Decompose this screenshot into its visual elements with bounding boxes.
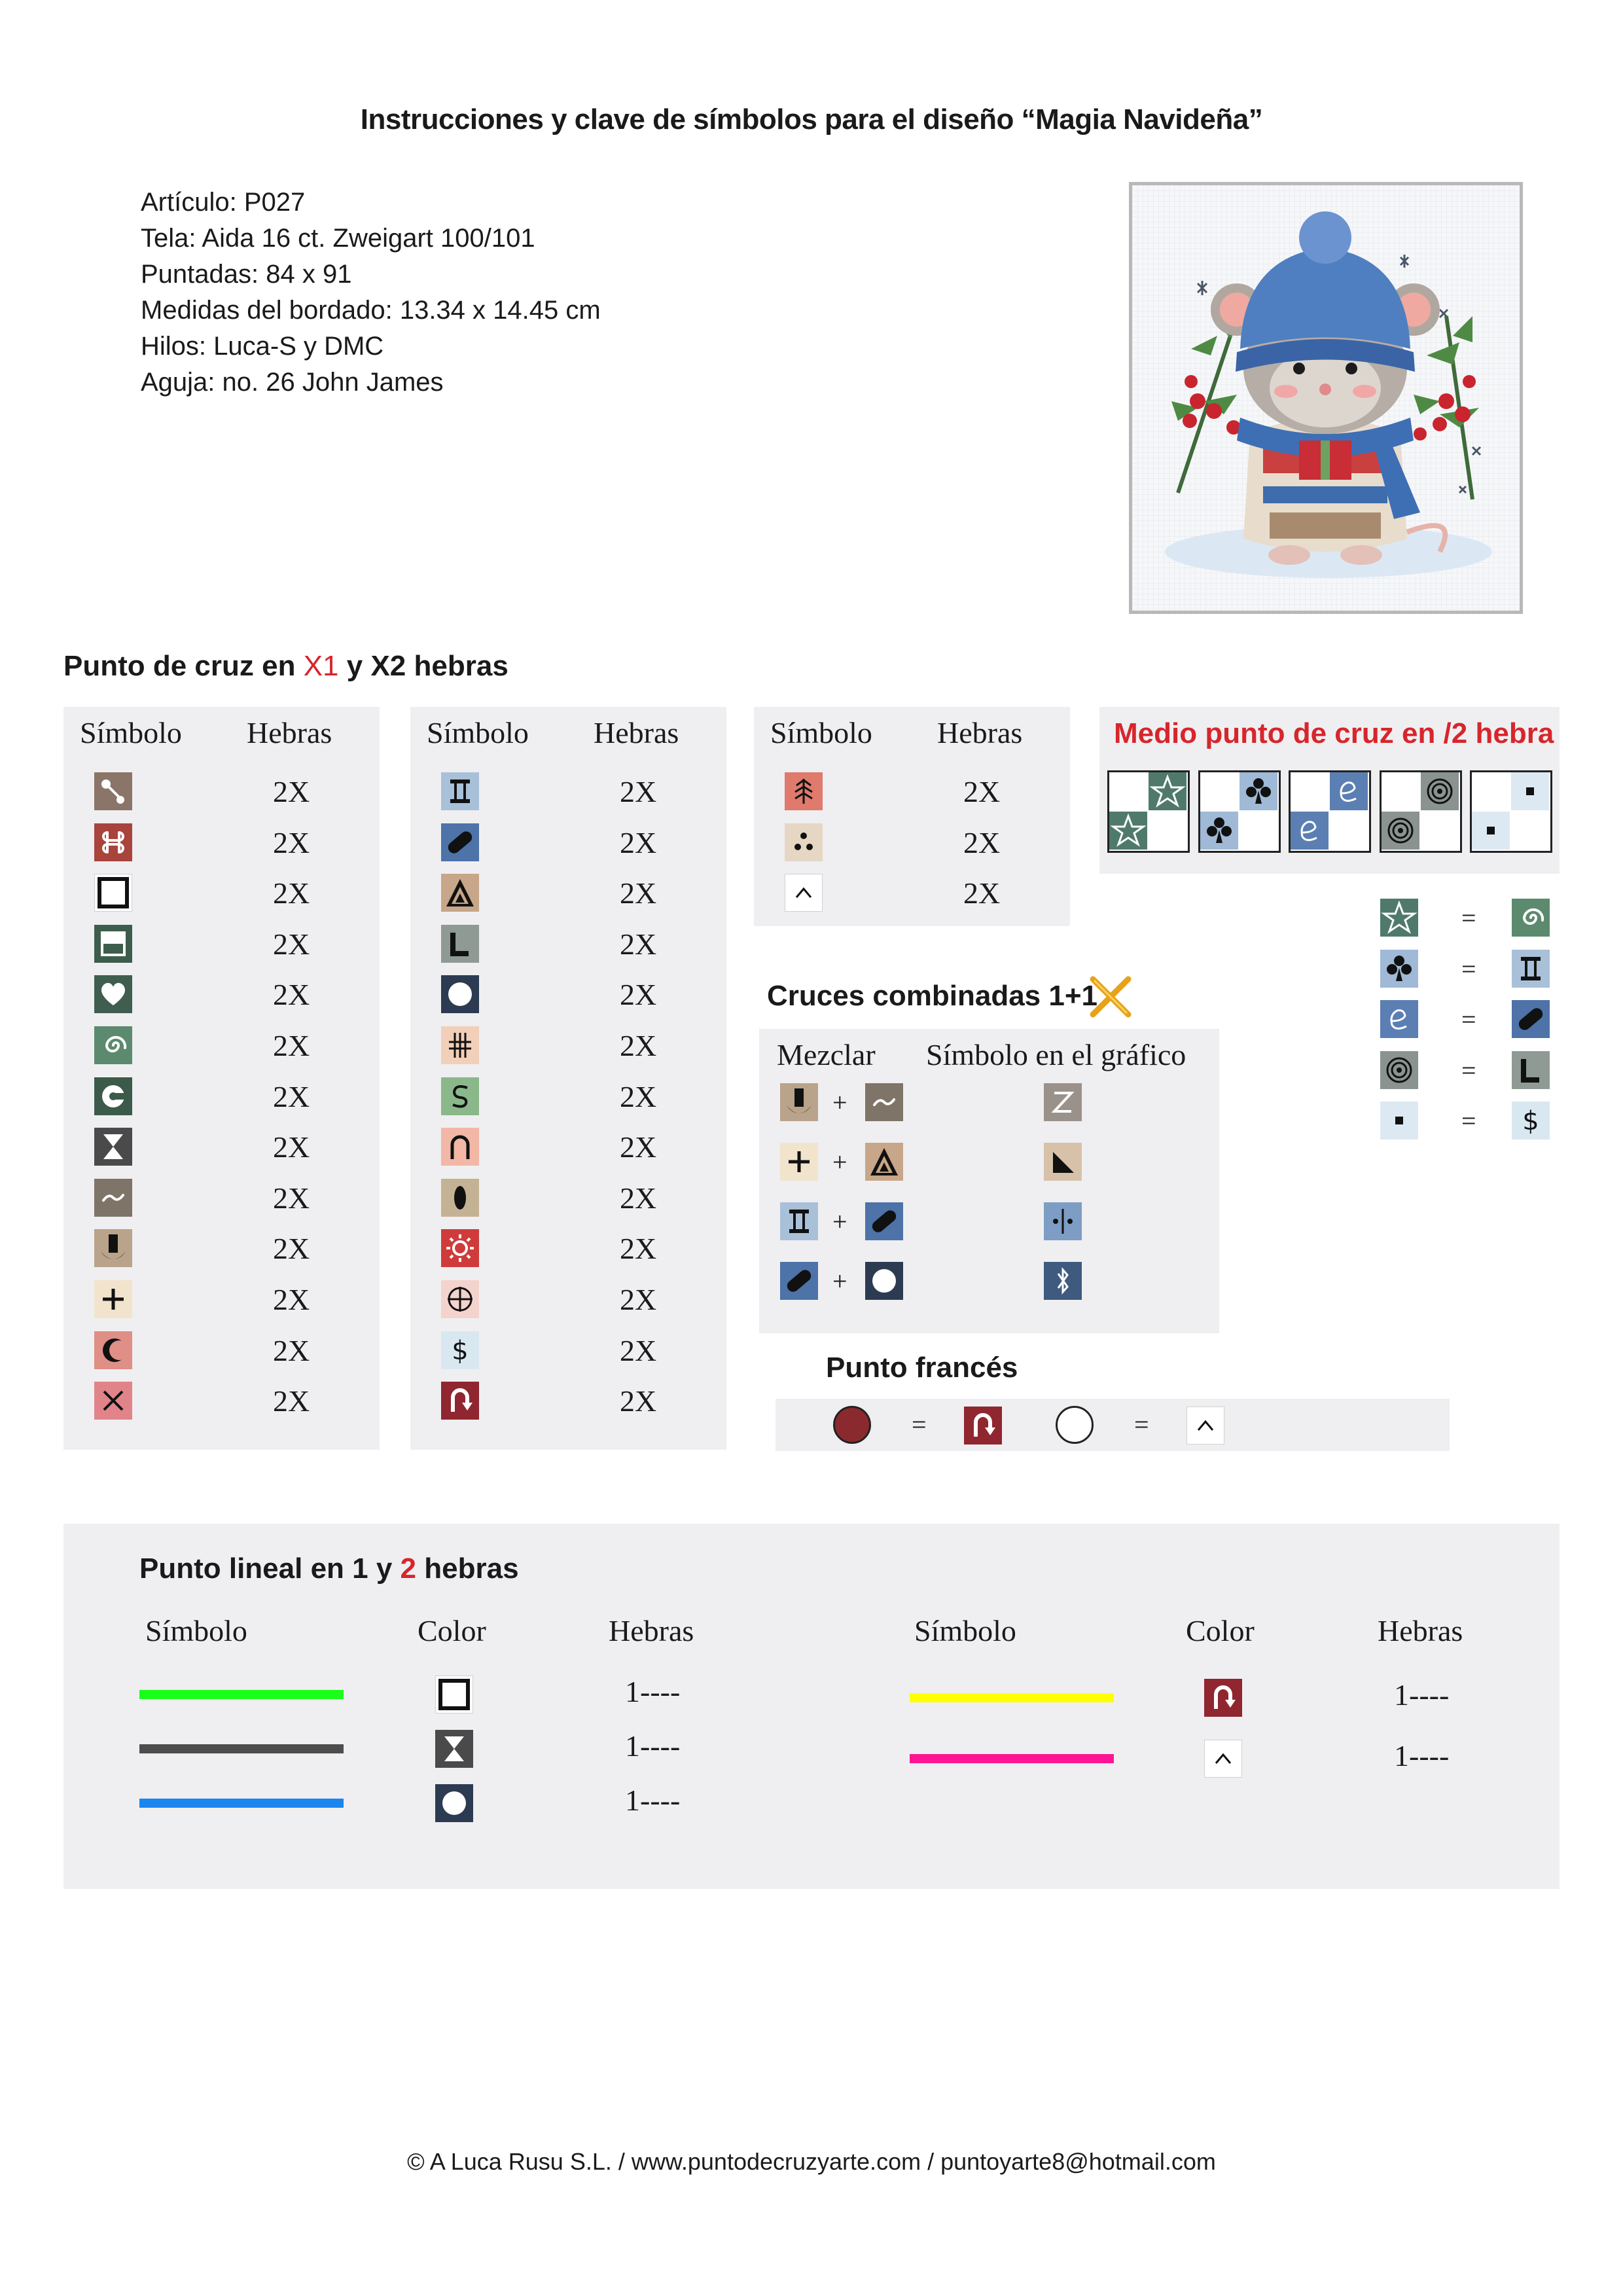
small-square-icon [1511,772,1549,810]
club-icon [1380,950,1418,988]
equals-sign: = [1461,1005,1476,1034]
strand-count: 2X [273,1333,310,1367]
cross-title-text: Punto de cruz en [63,650,304,682]
strand-count: 2X [273,1232,310,1266]
e-script-icon [1330,772,1368,810]
crescent-icon [94,1331,132,1369]
backstitch-title-2: 2 [400,1552,417,1585]
corner-l-icon [441,925,479,963]
strand-count: 2X [963,876,1001,910]
z-letter-icon [1044,1083,1082,1121]
bs-left-header-strands: Hebras [609,1614,694,1647]
knot-hook-icon [94,772,132,810]
circle-icon [865,1262,903,1300]
concentric-circle-icon [1380,1051,1418,1089]
strand-count: 2X [273,927,310,961]
three-dots-icon [785,823,823,861]
backstitch-title [139,1552,519,1585]
strand-count: 2X [620,825,657,859]
info-fabric: Tela: Aida 16 ct. Zweigart 100/101 [141,224,535,253]
c-hook-icon [94,1077,132,1115]
french-knot-swatch [1056,1406,1094,1444]
dollar-icon [441,1331,479,1369]
bs-right-header-strands: Hebras [1378,1614,1463,1647]
hollow-square-icon [94,874,132,912]
table-1-header-strands: Hebras [247,716,332,749]
hollow-square-icon [435,1676,473,1713]
table-3-header-symbol: Símbolo [770,716,872,749]
arch-icon [441,1128,479,1166]
half-stitch-title: Medio punto de cruz en /2 hebra [1114,717,1554,749]
sun-icon [441,1229,479,1267]
command-loop-icon [94,823,132,861]
crosshair-circle-icon [441,1280,479,1318]
nested-triangle-icon [865,1143,903,1181]
plus-icon [94,1280,132,1318]
cross-title-x1: X1 [303,650,339,682]
backstitch-line [139,1690,344,1699]
corner-triangle-icon [1044,1143,1082,1181]
table-2-header-strands: Hebras [594,716,679,749]
half-square-icon [94,925,132,963]
table-3-header-strands: Hebras [937,716,1023,749]
combined-header-mix: Mezclar [777,1038,876,1071]
strand-count: 1---- [625,1675,681,1708]
backstitch-title-suffix: hebras [416,1552,519,1585]
strand-count: 2X [620,1079,657,1113]
strand-count: 2X [273,825,310,859]
strand-count: 2X [273,1079,310,1113]
strand-count: 2X [620,927,657,961]
french-knot-panel [776,1399,1450,1451]
plus-sign: + [832,1147,847,1177]
strand-count: 1---- [1394,1678,1450,1712]
pill-icon [441,823,479,861]
plus-sign: + [832,1088,847,1117]
star-outline-icon [1380,899,1418,937]
equals-sign: = [1461,1055,1476,1085]
spiral-icon [1512,899,1550,937]
backstitch-line [139,1799,344,1808]
hourglass-icon [435,1730,473,1768]
tree-arrows-icon [785,772,823,810]
strand-count: 2X [620,1283,657,1316]
strand-count: 2X [273,1181,310,1215]
table-1-header-symbol: Símbolo [80,716,182,749]
pill-icon [865,1202,903,1240]
bs-left-header-symbol: Símbolo [145,1614,247,1647]
caret-up-icon [785,874,823,912]
u-turn-icon [964,1407,1002,1444]
small-square-icon [1380,1102,1418,1139]
strand-count: 2X [620,1181,657,1215]
footer-copyright: © A Luca Rusu S.L. / www.puntodecruzyarte.com / puntoyarte8@hotmail.com [407,2148,1216,2175]
backstitch-line [139,1744,344,1753]
french-knot-title: Punto francés [826,1352,1018,1384]
info-size: Medidas del bordado: 13.34 x 14.45 cm [141,296,601,325]
corner-l-icon [1512,1051,1550,1089]
info-stitches: Puntadas: 84 x 91 [141,260,352,289]
strand-count: 2X [273,1384,310,1418]
strand-count: 2X [273,1283,310,1316]
concentric-circle-icon [1421,772,1459,810]
half-stitch-cell [1198,770,1281,853]
strand-count: 2X [620,1130,657,1164]
hourglass-icon [94,1128,132,1166]
club-icon [1240,772,1277,810]
heart-icon [94,975,132,1013]
anchor-icon [780,1083,818,1121]
combined-panel [759,1029,1219,1333]
cross-stitch-title [63,650,508,683]
club-icon [1200,812,1238,850]
svg-text:$: $ [452,1335,469,1366]
nested-triangle-icon [441,874,479,912]
plus-icon [780,1143,818,1181]
bs-right-header-symbol: Símbolo [914,1614,1016,1647]
circle-icon [441,975,479,1013]
e-script-icon [1291,812,1329,850]
crossed-needles-icon [1088,974,1133,1020]
svg-text:$: $ [1522,1106,1539,1136]
ellipse-icon [441,1179,479,1217]
strand-count: 2X [620,978,657,1012]
roman-two-icon [441,772,479,810]
plus-sign: + [832,1266,847,1296]
hash-grid-icon [441,1026,479,1064]
design-preview-image [1129,182,1523,614]
strand-count: 2X [273,1130,310,1164]
anchor-icon [94,1229,132,1267]
strand-count: 2X [273,876,310,910]
roman-two-icon [1512,950,1550,988]
concentric-circle-icon [1382,812,1419,850]
pill-icon [1512,1000,1550,1038]
backstitch-line [910,1754,1114,1763]
s-curve-icon [441,1077,479,1115]
half-stitch-cell [1289,770,1371,853]
strand-count: 2X [963,825,1001,859]
page-title: Instrucciones y clave de símbolos para el diseño “Magia Navideña” [360,103,1263,135]
backstitch-title-text: Punto lineal en 1 y [139,1552,401,1585]
bluetooth-rune-icon [1044,1262,1082,1300]
dotted-bar-icon [1044,1202,1082,1240]
caret-up-icon [1186,1407,1224,1444]
star-outline-icon [1109,812,1147,850]
combined-header-symbol: Símbolo en el gráfico [926,1038,1186,1071]
small-square-icon [1472,812,1510,850]
circle-icon [435,1784,473,1822]
info-needle: Aguja: no. 26 John James [141,368,444,397]
info-threads: Hilos: Luca-S y DMC [141,332,384,361]
e-script-icon [1380,1000,1418,1038]
half-stitch-cell [1107,770,1190,853]
bs-left-header-color: Color [418,1614,486,1647]
dollar-icon [1512,1102,1550,1139]
backstitch-line [910,1693,1114,1702]
equals-sign: = [1461,903,1476,933]
strand-count: 2X [273,775,310,808]
half-stitch-cell [1470,770,1552,853]
cross-x-icon [94,1382,132,1420]
caret-up-icon [1204,1740,1242,1778]
plus-sign: + [832,1207,847,1236]
equals-sign: = [912,1410,927,1439]
strand-count: 2X [620,775,657,808]
french-knot-swatch [833,1406,871,1444]
combined-title [767,980,1097,1013]
strand-count: 2X [620,876,657,910]
pill-icon [780,1262,818,1300]
roman-two-icon [780,1202,818,1240]
combined-title-text: Cruces combinadas 1+1 [767,980,1098,1012]
strand-count: 2X [620,1384,657,1418]
half-stitch-cell [1380,770,1462,853]
cross-title-suffix: y X2 hebras [338,650,508,682]
strand-count: 2X [273,978,310,1012]
info-article: Artículo: P027 [141,188,306,217]
star-outline-icon [1149,772,1186,810]
tilde-icon [94,1179,132,1217]
strand-count: 1---- [1394,1739,1450,1772]
strand-count: 1---- [625,1784,681,1817]
table-2-header-symbol: Símbolo [427,716,529,749]
u-turn-icon [1204,1679,1242,1717]
equals-sign: = [1461,954,1476,984]
tilde-icon [865,1083,903,1121]
strand-count: 2X [620,1029,657,1062]
strand-count: 2X [273,1029,310,1062]
u-turn-icon [441,1382,479,1420]
strand-count: 2X [620,1333,657,1367]
strand-count: 2X [963,775,1001,808]
strand-count: 1---- [625,1729,681,1763]
equals-sign: = [1461,1106,1476,1136]
pattern-info [141,185,601,401]
mouse-illustration [1132,185,1520,611]
strand-count: 2X [620,1232,657,1266]
spiral-icon [94,1026,132,1064]
equals-sign: = [1134,1410,1149,1439]
bs-right-header-color: Color [1186,1614,1255,1647]
